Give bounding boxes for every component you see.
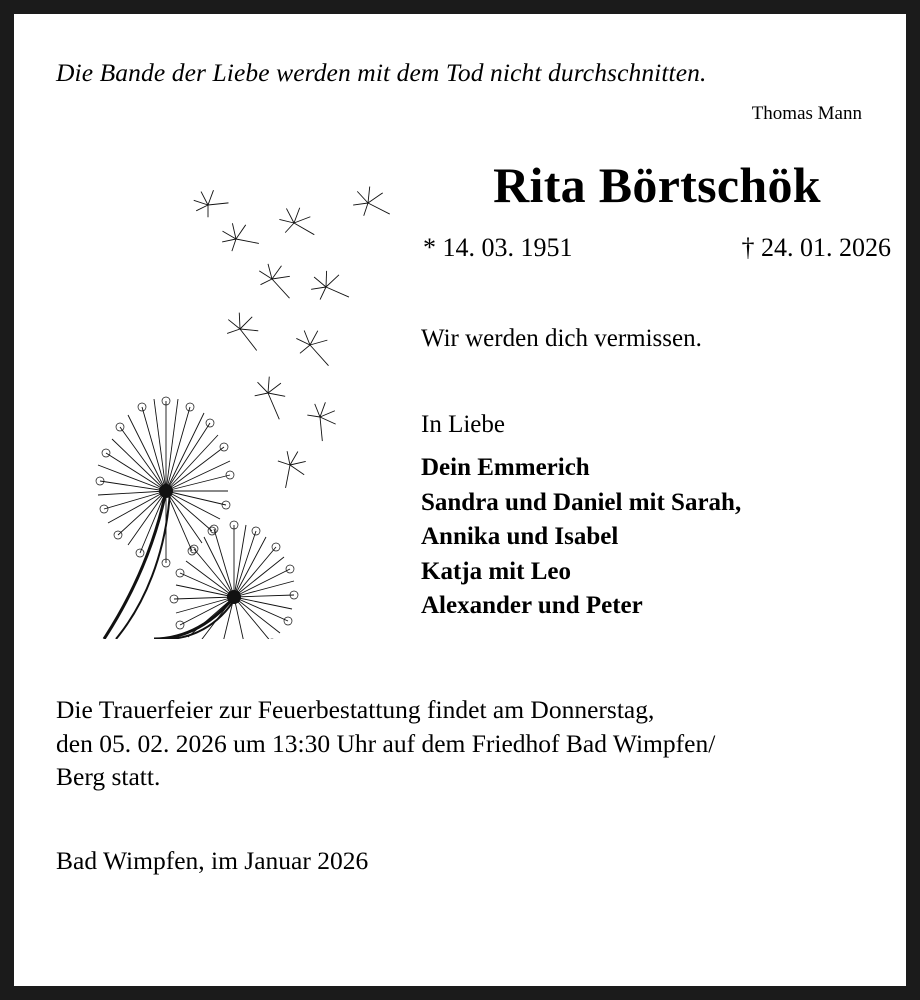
family-member: Sandra und Daniel mit Sarah, — [421, 488, 742, 516]
family-member: Dein Emmerich — [421, 454, 590, 482]
obituary-inner-frame — [14, 14, 906, 986]
family-member: Annika und Isabel — [421, 523, 619, 551]
in-love-label: In Liebe — [421, 411, 505, 439]
family-member: Katja mit Leo — [421, 557, 571, 585]
family-list — [417, 451, 897, 624]
life-dates — [417, 233, 897, 263]
birth-date: * 14. 03. 1951 — [423, 233, 573, 263]
death-date: † 24. 01. 2026 — [741, 233, 891, 263]
ceremony-details — [52, 693, 868, 795]
obituary-text-column — [417, 156, 897, 624]
ceremony-line: den 05. 02. 2026 um 13:30 Uhr auf dem Friedhof Bad Wimpfen/ — [56, 728, 716, 758]
farewell-text: Wir werden dich vermissen. — [421, 325, 702, 353]
obituary-body — [52, 156, 891, 659]
family-member: Alexander und Peter — [421, 592, 643, 620]
deceased-name: Rita Börtschök — [493, 156, 821, 213]
dandelion-icon — [58, 169, 418, 639]
ceremony-line: Die Trauerfeier zur Feuerbestattung findet am Donnerstag, — [56, 694, 655, 724]
quote-text: Die Bande der Liebe werden mit dem Tod nicht durchschnitten. — [56, 58, 707, 87]
quote-author: Thomas Mann — [751, 102, 862, 124]
place-and-date: Bad Wimpfen, im Januar 2026 — [56, 846, 369, 876]
ceremony-line: Berg statt. — [56, 762, 161, 792]
